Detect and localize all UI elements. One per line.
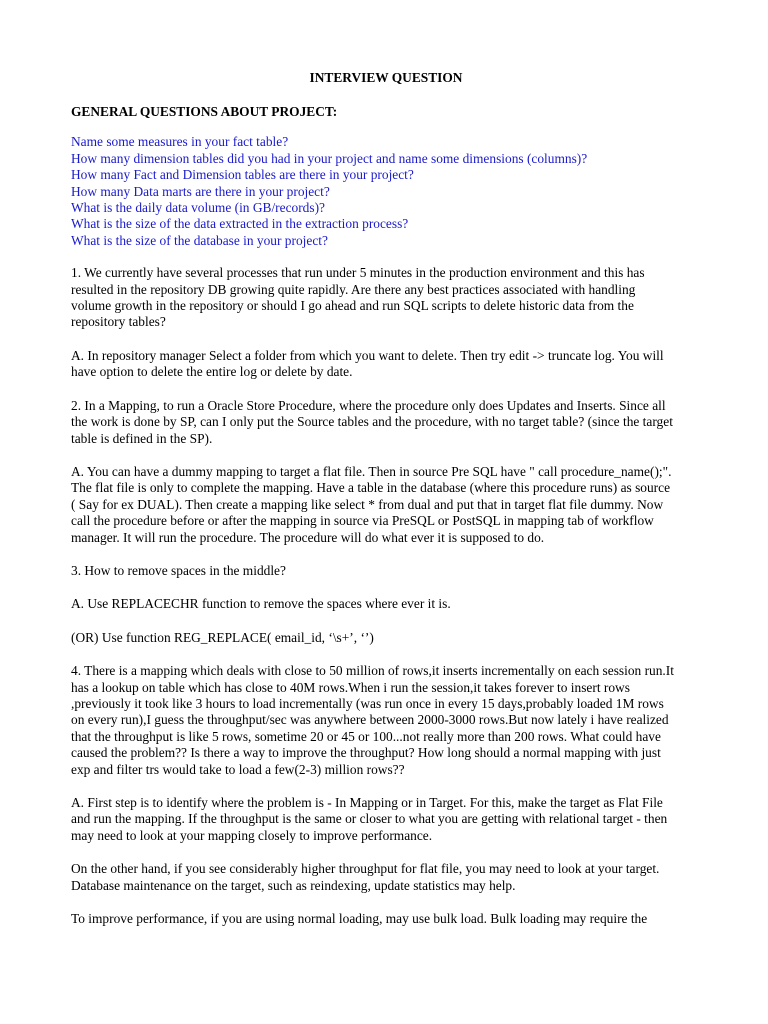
general-questions-list	[71, 134, 701, 249]
paragraph-a4-performance: To improve performance, if you are using normal loading, may use bulk load. Bulk loading may require the	[71, 911, 648, 927]
paragraph-a4: A. First step is to identify where the problem is - In Mapping or in Target. For this, make the target as Flat File and run the mapping. If the throughput is the same or closer to what you are getting with relational target - then may need to look at your mapping closely to improve performance.	[71, 795, 668, 843]
paragraph-a2: A. You can have a dummy mapping to target a flat file. Then in source Pre SQL have " call procedure_name();". The flat file is only to complete the mapping. Have a table in the database (where this procedure runs) as source ( Say for ex DUAL). Then create a mapping like select * from dual and put that in target flat file dummy. Now call the procedure before or after the mapping in source via PreSQL or PostSQL in mapping tab of workflow manager. It will run the procedure. The procedure will do what ever it is supposed to do.	[71, 463, 672, 545]
document-body	[71, 70, 701, 927]
question-item: How many dimension tables did you had in your project and name some dimensions (columns)?	[71, 150, 588, 166]
question-item: How many Data marts are there in your project?	[71, 183, 330, 199]
question-item: What is the daily data volume (in GB/records)?	[71, 200, 325, 216]
paragraph-q4: 4. There is a mapping which deals with close to 50 million of rows,it inserts incrementally on each session run.It has a lookup on table which has close to 40M rows.When i run the session,it takes forever to insert rows ,previously it took like 3 hours to load incrementally (was run once in every 15 days,probably loaded 1M rows on every run),I guess the throughput/sec was anywhere between 2000-3000 rows.But now lately i have realized that the throughput is like 5 rows, sometime 20 or 45 or 100...not really more than 200 rows. What could have caused the problem?? Is there a way to improve the throughput? How long should a normal mapping with just exp and filter trs would take to load a few(2-3) million rows??	[71, 663, 674, 777]
question-item: What is the size of the data extracted in the extraction process?	[71, 216, 409, 232]
paragraph-a4-target: On the other hand, if you see considerably higher throughput for flat file, you may need to look at your target. Database maintenance on the target, such as reindexing, update statistics may help.	[71, 861, 660, 893]
paragraph-q1: 1. We currently have several processes that run under 5 minutes in the production environment and this has resulted in the repository DB growing quite rapidly. Are there any best practices associated with handling volume growth in the repository or should I go ahead and run SQL scripts to delete historic data from the repository tables?	[71, 265, 645, 330]
question-item: How many Fact and Dimension tables are there in your project?	[71, 167, 414, 183]
paragraph-q2: 2. In a Mapping, to run a Oracle Store Procedure, where the procedure only does Updates and Inserts. Since all the work is done by SP, can I only put the Source tables and the procedure, with no target table? (since the target table is defined in the SP).	[71, 397, 673, 446]
paragraph-a3-alt: (OR) Use function REG_REPLACE( email_id, ‘\s+’, ‘’)	[71, 629, 374, 645]
question-item: What is the size of the database in your project?	[71, 232, 328, 248]
document-title: INTERVIEW QUESTION	[309, 70, 463, 85]
paragraph-a3: A. Use REPLACECHR function to remove the spaces where ever it is.	[71, 596, 451, 612]
section-heading: GENERAL QUESTIONS ABOUT PROJECT:	[71, 104, 338, 119]
paragraph-q3: 3. How to remove spaces in the middle?	[71, 562, 286, 578]
question-item: Name some measures in your fact table?	[71, 134, 289, 150]
paragraph-a1: A. In repository manager Select a folder from which you want to delete. Then try edit -> truncate log. You will have option to delete the entire log or delete by date.	[71, 347, 664, 380]
